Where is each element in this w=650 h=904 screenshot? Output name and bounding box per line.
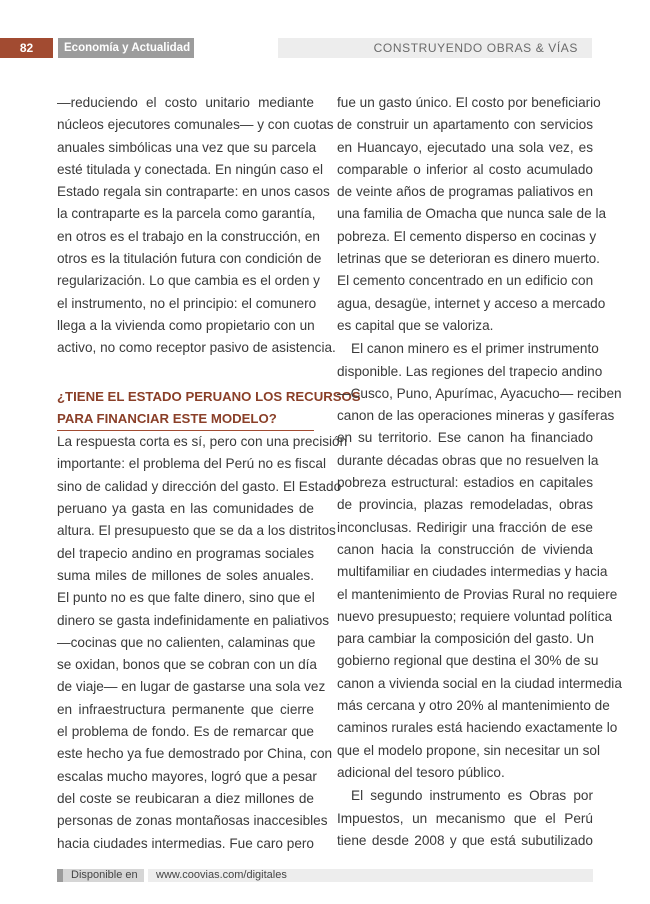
- text-line: de construir un apartamento con servicios: [337, 117, 593, 133]
- text-line: nuevo presupuesto; requiere voluntad política: [337, 608, 613, 624]
- text-line: el instrumento, no el principio: el comunero: [57, 295, 317, 311]
- heading-line: ¿TIENE EL ESTADO PERUANO LOS RECURSOS: [57, 388, 361, 404]
- text-line: anuales simbólicas una vez que su parcela: [57, 139, 317, 155]
- text-line: es capital que se valoriza.: [337, 317, 494, 333]
- left-paragraph-1: [57, 92, 336, 360]
- text-line: agua, desagüe, internet y acceso a mercado: [337, 295, 606, 311]
- text-line: tiene desde 2008 y que está subutilizado: [337, 832, 593, 848]
- text-line: hacia ciudades intermedias. Fue caro pero: [57, 835, 314, 851]
- text-line: disponible. Las regiones del trapecio andino: [337, 363, 603, 379]
- right-paragraph-2: [337, 338, 622, 784]
- text-line: canon a vivienda social en la ciudad intermedia: [337, 675, 622, 691]
- text-line: Impuestos, un mecanismo que el Perú: [337, 810, 593, 826]
- text-line: inconclusas. Redirigir una fracción de ese: [337, 519, 593, 535]
- text-line: más cercana y otro 20% al mantenimiento de: [337, 698, 610, 714]
- text-line: activo, no como receptor pasivo de asistencia.: [57, 340, 336, 356]
- text-line: de viaje— en lugar de gastarse una sola vez: [57, 679, 326, 695]
- text-line: dinero se gasta indefinidamente en paliativos: [57, 612, 330, 628]
- text-line: caminos rurales está haciendo exactamente lo: [337, 720, 618, 736]
- text-line: de veinte años de programas paliativos en: [337, 184, 593, 200]
- text-line: suma miles de millones de soles anuales.: [57, 567, 314, 583]
- text-line: pobreza. El cemento disperso en cocinas y: [337, 228, 597, 244]
- text-line: el mantenimiento de Provias Rural no requiere: [337, 586, 618, 602]
- heading-line: PARA FINANCIAR ESTE MODELO?: [57, 408, 314, 431]
- text-line: la contraparte es la parcela como garantía,: [57, 206, 316, 222]
- text-line: fue un gasto único. El costo por beneficiario: [337, 95, 601, 110]
- text-line: de provincia, plazas remodeladas, obras: [337, 497, 593, 513]
- text-line: El segundo instrumento es Obras por: [351, 788, 593, 804]
- right-paragraph-1: [337, 92, 607, 337]
- text-line: núcleos ejecutores comunales— y con cuotas: [57, 117, 334, 133]
- left-column: [57, 92, 361, 855]
- footer-label: Disponible en: [63, 869, 144, 882]
- right-column: [337, 92, 622, 852]
- page-number: 82: [0, 38, 53, 58]
- text-line: Estado regala sin contraparte: en unos casos: [57, 184, 330, 200]
- text-line: letrinas que se deterioran es dinero muerto.: [337, 251, 600, 267]
- text-line: en infraestructura permanente que cierre: [57, 701, 314, 717]
- text-line: este hecho ya fue demostrado por China, con: [57, 746, 333, 762]
- text-line: canon hacia la construcción de vivienda: [337, 541, 593, 557]
- text-line: La respuesta corta es sí, pero con una precisión: [57, 434, 348, 450]
- section-heading: [57, 386, 361, 432]
- text-line: pobreza estructural: estadios en capitales: [337, 475, 593, 491]
- section-title: Economía y Actualidad: [58, 38, 194, 58]
- text-line: llega a la vivienda como propietario con un: [57, 317, 315, 333]
- text-line: adicional del tesoro público.: [337, 764, 505, 780]
- page-footer: [57, 869, 593, 882]
- text-line: en su territorio. Ese canon ha financiado: [337, 430, 593, 446]
- text-line: en otros es el trabajo en la construcción, en: [57, 228, 320, 244]
- text-line: —reduciendo el costo unitario mediante: [57, 95, 314, 110]
- footer-url-link[interactable]: www.coovias.com/digitales: [148, 869, 593, 882]
- text-line: sino de calidad y dirección del gasto. El Estado: [57, 478, 342, 494]
- text-line: peruano ya gasta en las comunidades de: [57, 501, 314, 517]
- text-line: El cemento concentrado en un edificio con: [337, 273, 594, 289]
- text-line: del coste se reubicaran a diez millones de: [57, 790, 314, 806]
- text-line: multifamiliar en ciudades intermedias y hacia: [337, 564, 608, 580]
- text-line: esté titulada y conectada. En ningún caso el: [57, 161, 324, 177]
- text-line: altura. El presupuesto que se da a los distritos: [57, 523, 336, 539]
- text-line: —cocinas que no calienten, calaminas que: [57, 634, 316, 650]
- text-line: el problema de fondo. Es de remarcar que: [57, 724, 314, 740]
- text-line: del trapecio andino en programas sociales: [57, 545, 314, 561]
- text-line: El punto no es que falte dinero, sino que el: [57, 590, 315, 606]
- text-line: regularización. Lo que cambia es el orden y: [57, 273, 320, 289]
- text-line: durante décadas obras que no resuelven la: [337, 452, 599, 468]
- text-line: comparable o inferior al costo acumulado: [337, 161, 593, 177]
- text-line: personas de zonas montañosas inaccesibles: [57, 813, 328, 829]
- text-line: otros es la titulación futura con condición de: [57, 251, 322, 267]
- text-line: importante: el problema del Perú no es fiscal: [57, 456, 326, 472]
- page-header: [0, 38, 650, 58]
- text-line: para cambiar la composición del gasto. Un: [337, 631, 594, 647]
- magazine-title: CONSTRUYENDO OBRAS & VÍAS: [278, 38, 592, 58]
- text-line: canon de las operaciones mineras y gasíferas: [337, 408, 615, 424]
- text-line: una familia de Omacha que nunca sale de la: [337, 206, 607, 222]
- text-line: se oxidan, bonos que se cobran con un día: [57, 657, 317, 673]
- text-line: escalas mucho mayores, logró que a pesar: [57, 768, 317, 784]
- left-paragraph-2: [57, 431, 348, 855]
- text-line: en Huancayo, ejecutado una sola vez, es: [337, 139, 593, 155]
- text-line: gobierno regional que destina el 30% de su: [337, 653, 599, 669]
- text-line: —Cusco, Puno, Apurímac, Ayacucho— reciben: [337, 385, 622, 401]
- right-paragraph-3: [337, 785, 593, 852]
- text-line: El canon minero es el primer instrumento: [351, 341, 599, 357]
- text-line: que el modelo propone, sin necesitar un sol: [337, 742, 600, 758]
